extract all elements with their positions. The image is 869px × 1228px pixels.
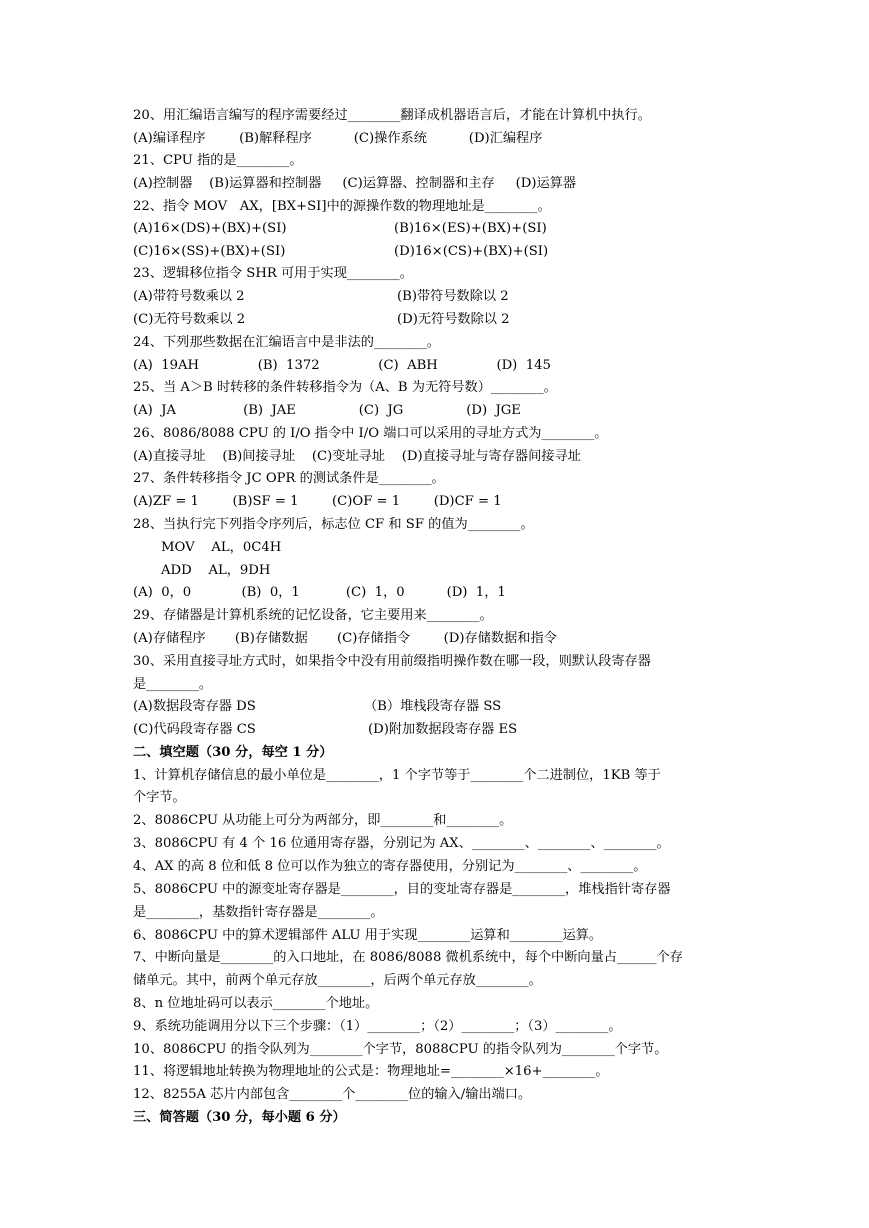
- code-line-2: ADD AL，9DH: [161, 563, 271, 578]
- fill-12: 12、8255A 芯片内部包含________个________位的输入/输出端口。: [133, 1087, 532, 1102]
- question-21: 21、CPU 指的是________。: [133, 153, 303, 168]
- options-24: (A) 19AH (B) 1372 (C) ABH (D) 145: [133, 358, 551, 373]
- question-24: 24、下列那些数据在汇编语言中是非法的________。: [133, 335, 440, 350]
- option-22a: (A)16×(DS)+(BX)+(SI): [133, 221, 287, 236]
- fill-2: 2、8086CPU 从功能上可分为两部分，即________和________。: [133, 813, 513, 828]
- fill-7-cont: 储单元。其中，前两个单元存放________，后两个单元存放________。: [133, 973, 542, 988]
- fill-9: 9、系统功能调用分以下三个步骤：（1）________；（2）________；（3）________。: [133, 1019, 622, 1034]
- option-23d: (D)无符号数除以 2: [397, 312, 510, 327]
- fill-5: 5、8086CPU 中的源变址寄存器是________，目的变址寄存器是________，堆栈指针寄存器: [133, 882, 671, 897]
- question-26: 26、8086/8088 CPU 的 I/O 指令中 I/O 端口可以采用的寻址方式为________。: [133, 426, 608, 441]
- option-30c: (C)代码段寄存器 CS: [133, 722, 256, 737]
- option-22d: (D)16×(CS)+(BX)+(SI): [394, 244, 549, 259]
- options-23-row1: [133, 287, 833, 307]
- fill-5-cont: 是________，基数指针寄存器是________。: [133, 905, 384, 920]
- options-29: (A)存储程序 (B)存储数据 (C)存储指令 (D)存储数据和指令: [133, 631, 557, 646]
- options-27: (A)ZF = 1 (B)SF = 1 (C)OF = 1 (D)CF = 1: [133, 494, 502, 509]
- options-30-row1: [133, 697, 833, 717]
- fill-8: 8、n 位地址码可以表示________个地址。: [133, 996, 379, 1011]
- options-20: (A)编译程序 (B)解释程序 (C)操作系统 (D)汇编程序: [133, 131, 543, 146]
- question-22: 22、指令 MOV AX，[BX+SI]中的源操作数的物理地址是________。: [133, 199, 551, 214]
- options-25: (A) JA (B) JAE (C) JG (D) JGE: [133, 403, 521, 418]
- fill-4: 4、AX 的高 8 位和低 8 位可以作为独立的寄存器使用，分别记为________、________。: [133, 859, 647, 874]
- question-20: 20、用汇编语言编写的程序需要经过________翻译成机器语言后，才能在计算机中执行。: [133, 108, 651, 123]
- options-23-row2: [133, 310, 833, 330]
- options-21: (A)控制器 (B)运算器和控制器 (C)运算器、控制器和主存 (D)运算器: [133, 176, 577, 191]
- option-22c: (C)16×(SS)+(BX)+(SI): [133, 244, 286, 259]
- options-26: (A)直接寻址 (B)间接寻址 (C)变址寻址 (D)直接寻址与寄存器间接寻址: [133, 449, 581, 464]
- code-line-1: MOV AL，0C4H: [161, 540, 282, 555]
- question-30-cont: 是________。: [133, 677, 213, 692]
- question-23: 23、逻辑移位指令 SHR 可用于实现________。: [133, 266, 413, 281]
- options-28: (A) 0，0 (B) 0，1 (C) 1，0 (D) 1，1: [133, 585, 506, 600]
- fill-3: 3、8086CPU 有 4 个 16 位通用寄存器，分别记为 AX、________、________、________。: [133, 836, 670, 851]
- option-30d: (D)附加数据段寄存器 ES: [368, 722, 518, 737]
- option-22b: (B)16×(ES)+(BX)+(SI): [394, 221, 547, 236]
- fill-7: 7、中断向量是________的入口地址，在 8086/8088 微机系统中，每个中断向量占______个存: [133, 950, 683, 965]
- question-27: 27、条件转移指令 JC OPR 的测试条件是________。: [133, 471, 445, 486]
- section-heading-fill-in: 二、填空题（30 分，每空 1 分）: [133, 745, 333, 760]
- option-30a: (A)数据段寄存器 DS: [133, 699, 256, 714]
- fill-10: 10、8086CPU 的指令队列为________个字节，8088CPU 的指令队列为________个字节。: [133, 1042, 668, 1057]
- option-23a: (A)带符号数乘以 2: [133, 289, 245, 304]
- options-30-row2: [133, 720, 833, 740]
- option-23c: (C)无符号数乘以 2: [133, 312, 246, 327]
- option-23b: (B)带符号数除以 2: [397, 289, 509, 304]
- question-29: 29、存储器是计算机系统的记忆设备，它主要用来________。: [133, 608, 493, 623]
- question-28: 28、当执行完下列指令序列后，标志位 CF 和 SF 的值为________。: [133, 517, 534, 532]
- section-heading-short-answer: 三、简答题（30 分，每小题 6 分）: [133, 1110, 346, 1125]
- question-25: 25、当 A＞B 时转移的条件转移指令为（A、B 为无符号数）________。: [133, 380, 557, 395]
- option-30b: （B）堆栈段寄存器 SS: [364, 699, 502, 714]
- question-30: 30、采用直接寻址方式时，如果指令中没有用前缀指明操作数在哪一段，则默认段寄存器: [133, 654, 651, 669]
- fill-1: 1、计算机存储信息的最小单位是________，1 个字节等于________个二进制位，1KB 等于: [133, 768, 661, 783]
- fill-11: 11、将逻辑地址转换为物理地址的公式是：物理地址=________×16+________。: [133, 1064, 609, 1079]
- options-22-row2: [133, 242, 833, 262]
- fill-1-cont: 个字节。: [133, 790, 186, 805]
- fill-6: 6、8086CPU 中的算术逻辑部件 ALU 用于实现________运算和________运算。: [133, 928, 603, 943]
- options-22-row1: [133, 219, 833, 239]
